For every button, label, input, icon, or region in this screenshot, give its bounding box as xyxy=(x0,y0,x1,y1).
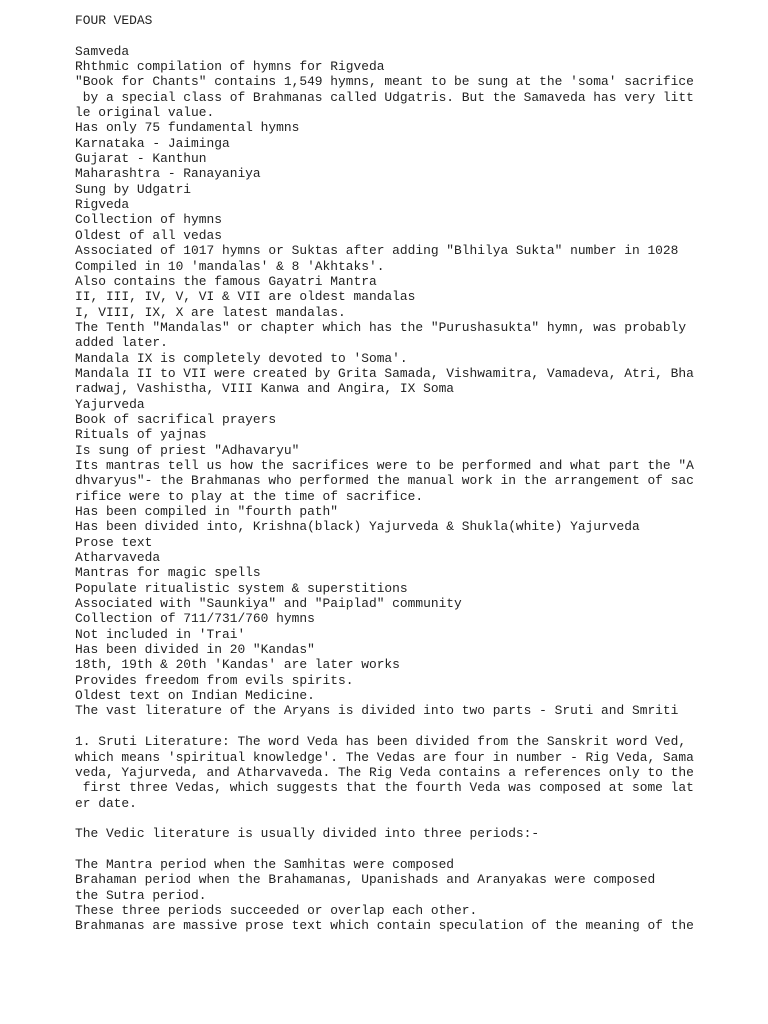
text-line: rifice were to play at the time of sacrifice. xyxy=(75,488,424,504)
document-title: FOUR VEDAS xyxy=(75,13,153,28)
text-line: II, III, IV, V, VI & VII are oldest mandalas xyxy=(75,289,416,305)
text-line: Provides freedom from evils spirits. xyxy=(75,672,354,688)
text-line: Brahmanas are massive prose text which contain speculation of the meaning of the xyxy=(75,918,694,934)
text-line: Also contains the famous Gayatri Mantra xyxy=(75,273,377,289)
text-line xyxy=(75,719,755,734)
document-body xyxy=(75,13,755,934)
section-heading-rigveda: Rigveda xyxy=(75,197,130,213)
text-line: Associated with "Saunkiya" and "Paiplad" community xyxy=(75,596,462,612)
text-line: Rhthmic compilation of hymns for Rigveda xyxy=(75,59,385,75)
text-line: Gujarat - Kanthun xyxy=(75,151,207,167)
text-line: Has been divided in 20 "Kandas" xyxy=(75,642,315,658)
text-line: Karnataka - Jaiminga xyxy=(75,135,230,151)
text-line: The vast literature of the Aryans is divided into two parts - Sruti and Smriti xyxy=(75,703,679,719)
text-line: which means 'spiritual knowledge'. The Vedas are four in number - Rig Veda, Sama xyxy=(75,749,694,765)
text-line: The Vedic literature is usually divided into three periods:- xyxy=(75,826,540,842)
text-line: Sung by Udgatri xyxy=(75,181,192,197)
text-line: er date. xyxy=(75,795,137,811)
text-line xyxy=(75,811,755,826)
text-line: radwaj, Vashistha, VIII Kanwa and Angira, IX Soma xyxy=(75,381,455,397)
text-line: Populate ritualistic system & superstitions xyxy=(75,580,408,596)
text-line: Oldest of all vedas xyxy=(75,227,222,243)
text-line: added later. xyxy=(75,335,168,351)
text-line: The Tenth "Mandalas" or chapter which has the "Purushasukta" hymn, was probably xyxy=(75,319,687,335)
text-line: Book of sacrifical prayers xyxy=(75,411,277,427)
text-line: "Book for Chants" contains 1,549 hymns, meant to be sung at the 'soma' sacrifice xyxy=(75,74,694,90)
text-line: Mandala II to VII were created by Grita Samada, Vishwamitra, Vamadeva, Atri, Bha xyxy=(75,365,694,381)
section-heading-samveda: Samveda xyxy=(75,43,130,59)
text-line: Not included in 'Trai' xyxy=(75,626,246,642)
text-line: dhvaryus"- the Brahmanas who performed the manual work in the arrangement of sac xyxy=(75,473,694,489)
text-line: Has only 75 fundamental hymns xyxy=(75,120,300,136)
text-line: first three Vedas, which suggests that the fourth Veda was composed at some lat xyxy=(75,780,694,796)
text-line xyxy=(75,842,755,857)
section-heading-atharvaveda: Atharvaveda xyxy=(75,550,161,566)
text-line: 1. Sruti Literature: The word Veda has been divided from the Sanskrit word Ved, xyxy=(75,734,687,750)
text-line: I, VIII, IX, X are latest mandalas. xyxy=(75,304,346,320)
text-line: Its mantras tell us how the sacrifices were to be performed and what part the "A xyxy=(75,457,694,473)
text-line: Rituals of yajnas xyxy=(75,427,207,443)
text-line: by a special class of Brahmanas called Udgatris. But the Samaveda has very litt xyxy=(75,89,694,105)
text-line: veda, Yajurveda, and Atharvaveda. The Rig Veda contains a references only to the xyxy=(75,764,694,780)
text-line: 18th, 19th & 20th 'Kandas' are later works xyxy=(75,657,400,673)
text-line: Is sung of priest "Adhavaryu" xyxy=(75,442,300,458)
section-heading-yajurveda: Yajurveda xyxy=(75,396,145,412)
text-line: Maharashtra - Ranayaniya xyxy=(75,166,261,182)
text-line: Mandala IX is completely devoted to 'Soma'. xyxy=(75,350,408,366)
text-line: Prose text xyxy=(75,534,153,550)
text-line: Collection of 711/731/760 hymns xyxy=(75,611,315,627)
text-line: Has been divided into, Krishna(black) Yajurveda & Shukla(white) Yajurveda xyxy=(75,519,640,535)
text-line: Oldest text on Indian Medicine. xyxy=(75,688,315,704)
text-line: Has been compiled in "fourth path" xyxy=(75,504,339,519)
text-line: Brahaman period when the Brahamanas, Upanishads and Aranyakas were composed xyxy=(75,872,656,888)
text-line: Associated of 1017 hymns or Suktas after adding "Blhilya Sukta" number in 1028 xyxy=(75,243,679,259)
text-line: Mantras for magic spells xyxy=(75,565,261,581)
text-line: The Mantra period when the Samhitas were composed xyxy=(75,856,455,872)
text-line: Collection of hymns xyxy=(75,212,222,228)
text-line: These three periods succeeded or overlap each other. xyxy=(75,902,478,918)
text-line: the Sutra period. xyxy=(75,887,207,903)
text-line: Compiled in 10 'mandalas' & 8 'Akhtaks'. xyxy=(75,258,385,274)
text-line: le original value. xyxy=(75,105,215,121)
text-line xyxy=(75,28,755,43)
